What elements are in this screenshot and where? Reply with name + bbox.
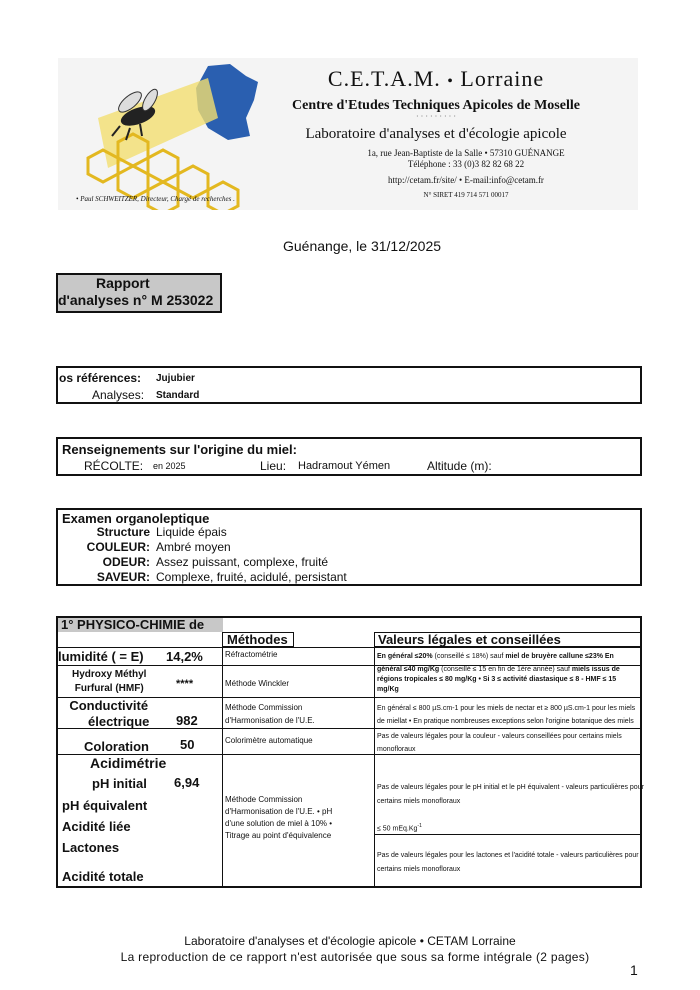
organoleptic-row-label: Structure bbox=[96, 525, 150, 539]
lab-phone: Téléphone : 33 (0)3 82 82 68 22 bbox=[407, 159, 525, 169]
conductivite-legal: En général ≤ 800 µS.cm-1 pour les miels de nectar et ≥ 800 µS.cm-1 pour les miels de miellat • En pratique nombreuses exceptions selon l'origine botanique des miels bbox=[377, 705, 636, 725]
physico-title: 1° PHYSICO-CHIMIE de bbox=[58, 618, 223, 632]
recolte-value: en 2025 bbox=[153, 461, 186, 471]
date-line: Guénange, le 31/12/2025 bbox=[283, 238, 442, 254]
humidite-label: lumidité ( = E) bbox=[58, 649, 144, 664]
humidite-legal: En général ≤20% (conseillé ≤ 18%) sauf miel de bruyère callune ≤23% En bbox=[377, 653, 614, 660]
organoleptic-row-value: Liquide épais bbox=[156, 525, 227, 539]
hmf-method: Méthode Winckler bbox=[225, 679, 290, 688]
lactones-label: Lactones bbox=[62, 840, 120, 855]
footer-line2: La reproduction de ce rapport n'est autorisée que sous sa forme intégrale (2 pages) bbox=[120, 950, 590, 964]
altitude-label: Altitude (m): bbox=[427, 459, 492, 473]
conductivite-method: Méthode Commission d'Harmonisation de l'U.E. bbox=[225, 703, 315, 725]
coloration-value: 50 bbox=[180, 737, 195, 752]
acidimetrie-title: Acidimétrie bbox=[90, 755, 167, 771]
coloration-method: Colorimètre automatique bbox=[225, 736, 313, 745]
acidimetrie-method: Méthode Commission d'Harmonisation de l'U.E. • pH d'une solution de miel à 10% • Titrage au point d'équivalence bbox=[225, 795, 333, 840]
lab-siret: N° SIRET 419 714 571 00017 bbox=[423, 191, 509, 199]
separator-dots: · · · · · · · · · bbox=[416, 112, 456, 121]
conductivite-label: Conductivité électrique bbox=[69, 698, 150, 729]
recolte-label: RÉCOLTE: bbox=[84, 459, 144, 473]
organoleptic-title: Examen organoleptique bbox=[62, 511, 210, 526]
hmf-value: **** bbox=[176, 678, 194, 690]
origin-box bbox=[56, 437, 642, 476]
coloration-label: Coloration bbox=[84, 739, 149, 754]
physico-table bbox=[56, 616, 642, 888]
ph-initial-value: 6,94 bbox=[174, 775, 200, 790]
letterhead bbox=[58, 58, 638, 210]
lab-name: Laboratoire d'analyses et d'écologie apicole bbox=[305, 126, 567, 142]
report-title-box bbox=[56, 273, 222, 313]
report-number: d'analyses n° M 253022 bbox=[58, 292, 214, 308]
acidite-totale-label: Acidité totale bbox=[62, 869, 144, 884]
organoleptic-box bbox=[56, 508, 642, 586]
acidite-liee-label: Acidité liée bbox=[62, 819, 131, 834]
report-title-line1: Rapport bbox=[96, 275, 150, 291]
humidite-value: 14,2% bbox=[166, 649, 203, 664]
lab-web: http://cetam.fr/site/ • E-mail:info@cetam.fr bbox=[388, 175, 544, 185]
acidite-liee-legal: ≤ 50 $mEq.Kg^{-1}$ bbox=[377, 823, 422, 833]
coloration-legal: Pas de valeurs légales pour la couleur - valeurs conseillées pour certains miels monofloraux bbox=[377, 733, 622, 753]
org-subtitle: Centre d'Etudes Techniques Apicoles de Moselle bbox=[292, 98, 580, 113]
analyses-label: Analyses: bbox=[92, 388, 145, 402]
ph-initial-label: pH initial bbox=[92, 776, 147, 791]
methods-header: Méthodes bbox=[222, 632, 294, 647]
organoleptic-row-label: COULEUR: bbox=[86, 540, 150, 554]
organoleptic-row-label: ODEUR: bbox=[102, 555, 150, 569]
lab-address: 1a, rue Jean-Baptiste de la Salle • 57310 GUÉNANGE bbox=[367, 148, 565, 158]
organoleptic-row-value: Complexe, fruité, acidulé, persistant bbox=[156, 570, 347, 584]
footer-line1: Laboratoire d'analyses et d'écologie apicole • CETAM Lorraine bbox=[184, 934, 516, 948]
organoleptic-row-value: Assez puissant, complexe, fruité bbox=[156, 555, 329, 569]
humidite-method: Réfractométrie bbox=[225, 650, 278, 659]
references-value: Jujubier bbox=[156, 373, 195, 384]
origin-title: Renseignements sur l'origine du miel: bbox=[62, 442, 297, 457]
org-name: C.E.T.A.M. bbox=[327, 66, 441, 91]
lieu-value: Hadramout Yémen bbox=[298, 460, 391, 472]
conductivite-value: 982 bbox=[176, 713, 198, 728]
lieu-label: Lieu: bbox=[260, 459, 287, 473]
hmf-legal: général ≤40 mg/Kg (conseillé ≤ 15 en fin de 1ère année) sauf miels issus de régions tropicales ≤ 80 mg/Kg • Si 3 ≤ activité diastasique ≤ 8 - HMF ≤ 15 mg/Kg bbox=[377, 666, 620, 693]
analyses-value: Standard bbox=[156, 390, 200, 401]
values-header: Valeurs légales et conseillées bbox=[374, 632, 642, 647]
references-label: os références: bbox=[59, 371, 142, 385]
hmf-label: Hydroxy Méthyl Furfural (HMF) bbox=[72, 669, 147, 694]
organoleptic-row-label: SAVEUR: bbox=[96, 570, 150, 584]
director-line: • Paul SCHWEITZER, Directeur, Chargé de recherches . bbox=[76, 195, 235, 203]
ph-equivalent-label: pH équivalent bbox=[62, 798, 148, 813]
page-number: 1 bbox=[630, 962, 638, 978]
references-box bbox=[56, 366, 642, 404]
bullet-glyph: • bbox=[447, 73, 454, 90]
organoleptic-row-value: Ambré moyen bbox=[156, 540, 231, 554]
lactones-legal: Pas de valeurs légales pour les lactones et l'acidité totale - valeurs particulières pour certains miels monofloraux bbox=[377, 852, 639, 873]
org-region: Lorraine bbox=[460, 66, 545, 91]
ph-legal: Pas de valeurs légales pour le pH initial et le pH équivalent - valeurs particulières pour certains miels monofloraux bbox=[377, 784, 644, 805]
